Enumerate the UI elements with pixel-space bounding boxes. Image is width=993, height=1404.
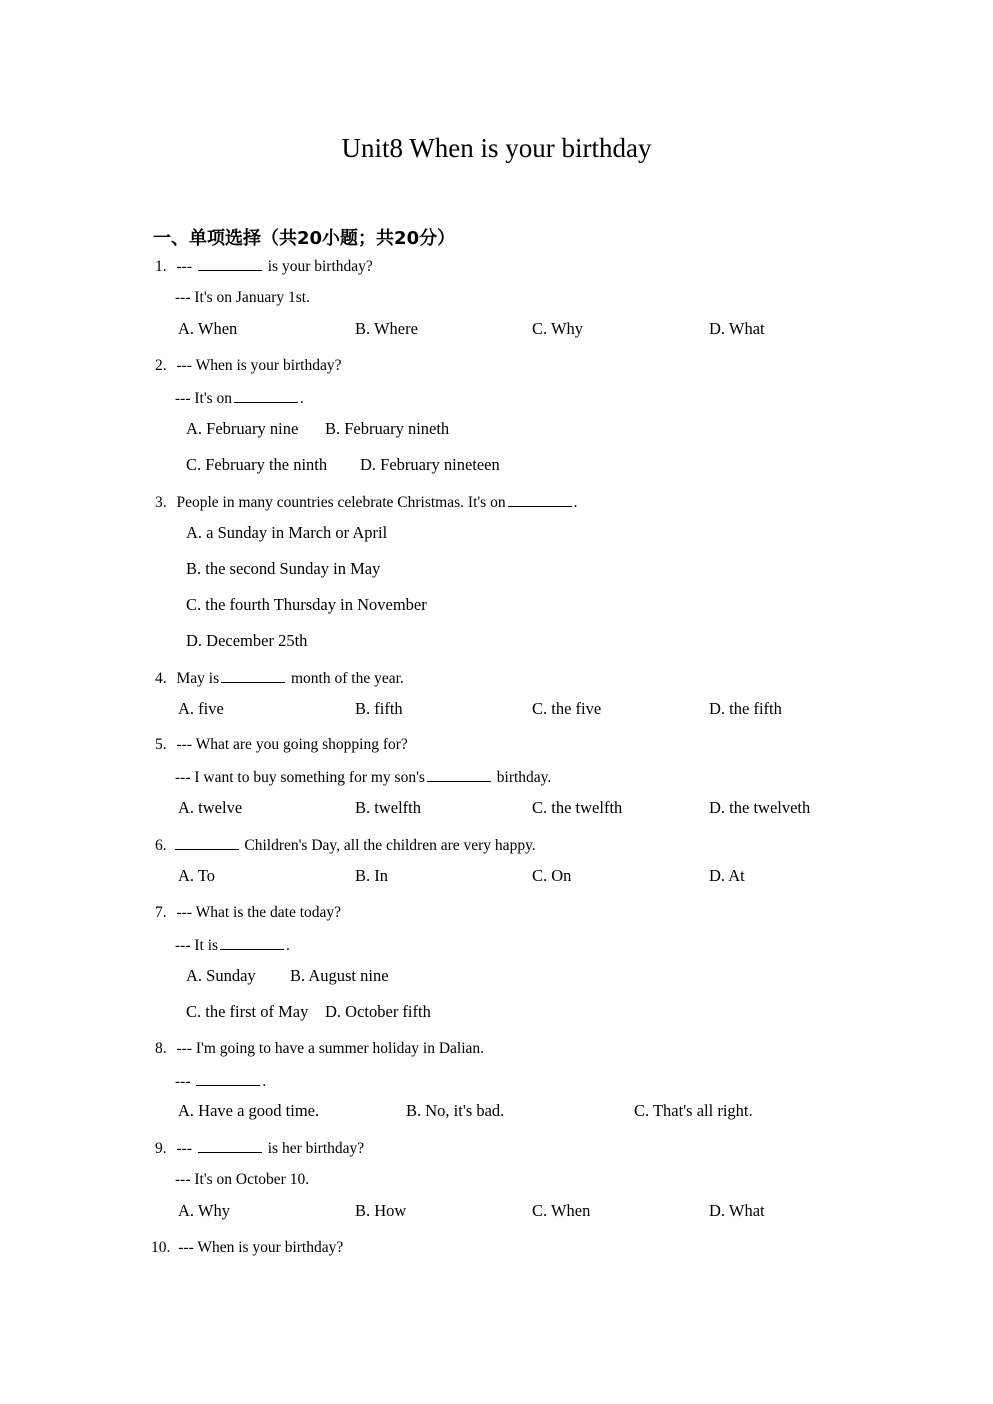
option-c: C. Why [532,319,584,338]
option-d: D. October fifth [325,1002,431,1021]
option-c: C. When [532,1201,591,1220]
answer-blank [196,1071,260,1086]
option-a: A. twelve [178,798,243,817]
question-7-answer-line: --- It is . [175,937,290,954]
option-d: D. the fifth [709,699,782,718]
answer-blank [508,492,572,507]
question-8-answer-line: --- . [175,1073,267,1090]
option-d: D. At [709,866,745,885]
option-b: B. the second Sunday in May [186,559,381,578]
option-d: D. February nineteen [360,455,500,474]
option-c: C. the fourth Thursday in November [186,595,427,614]
question-number: 3. [155,494,167,511]
option-c: C. On [532,866,572,885]
option-c: C. February the ninth [186,455,328,474]
answer-blank [175,835,239,850]
option-c: C. the five [532,699,602,718]
question-2-stem: 2. --- When is your birthday? [155,357,342,374]
option-d: D. What [709,1201,765,1220]
question-8-stem: 8. --- I'm going to have a summer holiday in Dalian. [155,1040,485,1057]
answer-blank [234,388,298,403]
answer-blank [427,767,491,782]
question-number: 10. [151,1239,171,1256]
option-b: B. In [355,866,388,885]
section-heading: 一、单项选择（共20小题；共20分） [153,228,456,249]
option-a: A. a Sunday in March or April [186,523,388,542]
option-a: A. Why [178,1201,230,1220]
option-d: D. December 25th [186,631,308,650]
question-5-stem: 5. --- What are you going shopping for? [155,736,408,753]
question-5-answer-line: --- I want to buy something for my son's birthday. [175,769,552,786]
question-number: 8. [155,1040,167,1057]
option-b: B. How [355,1201,407,1220]
question-7-stem: 7. --- What is the date today? [155,904,342,921]
question-number: 1. [155,258,167,275]
question-number: 5. [155,736,167,753]
question-9-answer-line: --- It's on October 10. [175,1171,310,1188]
option-a: A. Sunday [186,966,256,985]
question-4-stem: 4. May is month of the year. [155,670,404,687]
question-number: 4. [155,670,167,687]
question-number: 6. [155,837,167,854]
page-title: Unit8 When is your birthday [341,133,652,163]
question-9-stem: 9. --- is her birthday? [155,1140,365,1157]
option-a: A. When [178,319,238,338]
option-b: B. February nineth [325,419,450,438]
option-b: B. August nine [290,966,389,985]
option-d: D. the twelveth [709,798,811,817]
question-1-stem: 1. --- is your birthday? [155,258,373,275]
option-a: A. February nine [186,419,299,438]
option-c: C. the first of May [186,1002,309,1021]
option-b: B. fifth [355,699,403,718]
question-1-answer-line: --- It's on January 1st. [175,289,310,306]
option-a: A. To [178,866,216,885]
question-2-answer-line: --- It's on . [175,390,304,407]
answer-blank [220,935,284,950]
option-b: B. No, it's bad. [406,1101,505,1120]
question-3-stem: 3. People in many countries celebrate Christmas. It's on . [155,494,578,511]
option-b: B. twelfth [355,798,421,817]
answer-blank [198,1138,262,1153]
option-c: C. That's all right. [634,1101,753,1120]
answer-blank [221,668,285,683]
option-a: A. five [178,699,224,718]
option-b: B. Where [355,319,418,338]
question-number: 2. [155,357,167,374]
question-number: 9. [155,1140,167,1157]
option-a: A. Have a good time. [178,1101,320,1120]
answer-blank [198,256,262,271]
option-d: D. What [709,319,765,338]
option-c: C. the twelfth [532,798,623,817]
question-number: 7. [155,904,167,921]
question-10-stem: 10. --- When is your birthday? [151,1239,344,1256]
question-6-stem: 6. Children's Day, all the children are very happy. [155,837,536,854]
